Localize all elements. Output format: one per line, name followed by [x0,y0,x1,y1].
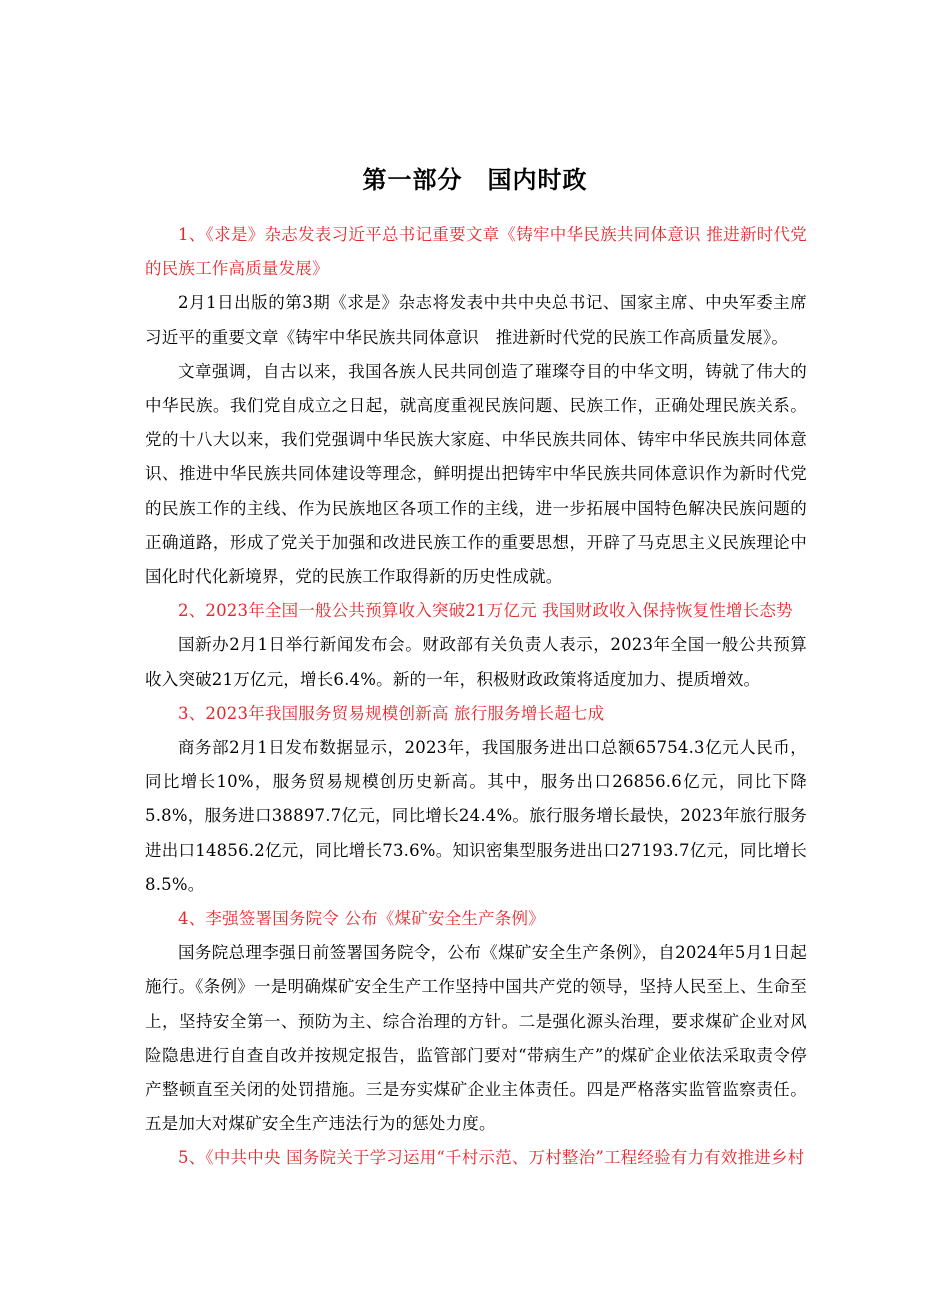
news-heading-1: 1、《求是》杂志发表习近平总书记重要文章《铸牢中华民族共同体意识 推进新时代党的民族工作高质量发展》 [145,225,807,279]
news-heading-4: 4、李强签署国务院令 公布《煤矿安全生产条例》 [178,909,545,929]
section-title: 第一部分 国内时政 [362,166,588,194]
news-paragraph-1-1: 2月1日出版的第3期《求是》杂志将发表中共中央总书记、国家主席、中央军委主席习近平的重要文章《铸牢中华民族共同体意识 推进新时代党的民族工作高质量发展》。 [145,293,807,347]
news-heading-3: 3、2023年我国服务贸易规模创新高 旅行服务增长超七成 [178,703,605,723]
news-heading-2: 2、2023年全国一般公共预算收入突破21万亿元 我国财政收入保持恢复性增长态势 [178,601,793,621]
news-heading-5: 5、《中共中央 国务院关于学习运用“千村示范、万村整治”工程经验有力有效推进乡村 [178,1148,805,1168]
news-paragraph-2-1: 国新办2月1日举行新闻发布会。财政部有关负责人表示，2023年全国一般公共预算收入突破21万亿元，增长6.4%。新的一年，积极财政政策将适度加力、提质增效。 [145,635,807,689]
news-paragraph-3-1: 商务部2月1日发布数据显示，2023年，我国服务进出口总额65754.3亿元人民币，同比增长10%，服务贸易规模创历史新高。其中，服务出口26856.6亿元，同比下降5.8%，服务进口38897.7亿元，同比增长24.4%。旅行服务增长最快，2023年旅行服务进出口14856.2亿元，同比增长73.6%。知识密集型服务进出口27193.7亿元，同比增长8.5%。 [145,738,807,894]
news-paragraph-4-1: 国务院总理李强日前签署国务院令，公布《煤矿安全生产条例》，自2024年5月1日起施行。《条例》一是明确煤矿安全生产工作坚持中国共产党的领导，坚持人民至上、生命至上，坚持安全第一、预防为主、综合治理的方针。二是强化源头治理，要求煤矿企业对风险隐患进行自查自改并按规定报告，监管部门要对“带病生产”的煤矿企业依法采取责令停产整顿直至关闭的处罚措施。三是夯实煤矿企业主体责任。四是严格落实监管监察责任。五是加大对煤矿安全生产违法行为的惩处力度。 [145,943,807,1134]
news-paragraph-1-2: 文章强调，自古以来，我国各族人民共同创造了璀璨夺目的中华文明，铸就了伟大的中华民族。我们党自成立之日起，就高度重视民族问题、民族工作，正确处理民族关系。党的十八大以来，我们党强调中华民族大家庭、中华民族共同体、铸牢中华民族共同体意识、推进中华民族共同体建设等理念，鲜明提出把铸牢中华民族共同体意识作为新时代党的民族工作的主线、作为民族地区各项工作的主线，进一步拓展中国特色解决民族问题的正确道路，形成了党关于加强和改进民族工作的重要思想，开辟了马克思主义民族理论中国化时代化新境界，党的民族工作取得新的历史性成就。 [145,361,807,587]
article-body [145,218,807,1176]
